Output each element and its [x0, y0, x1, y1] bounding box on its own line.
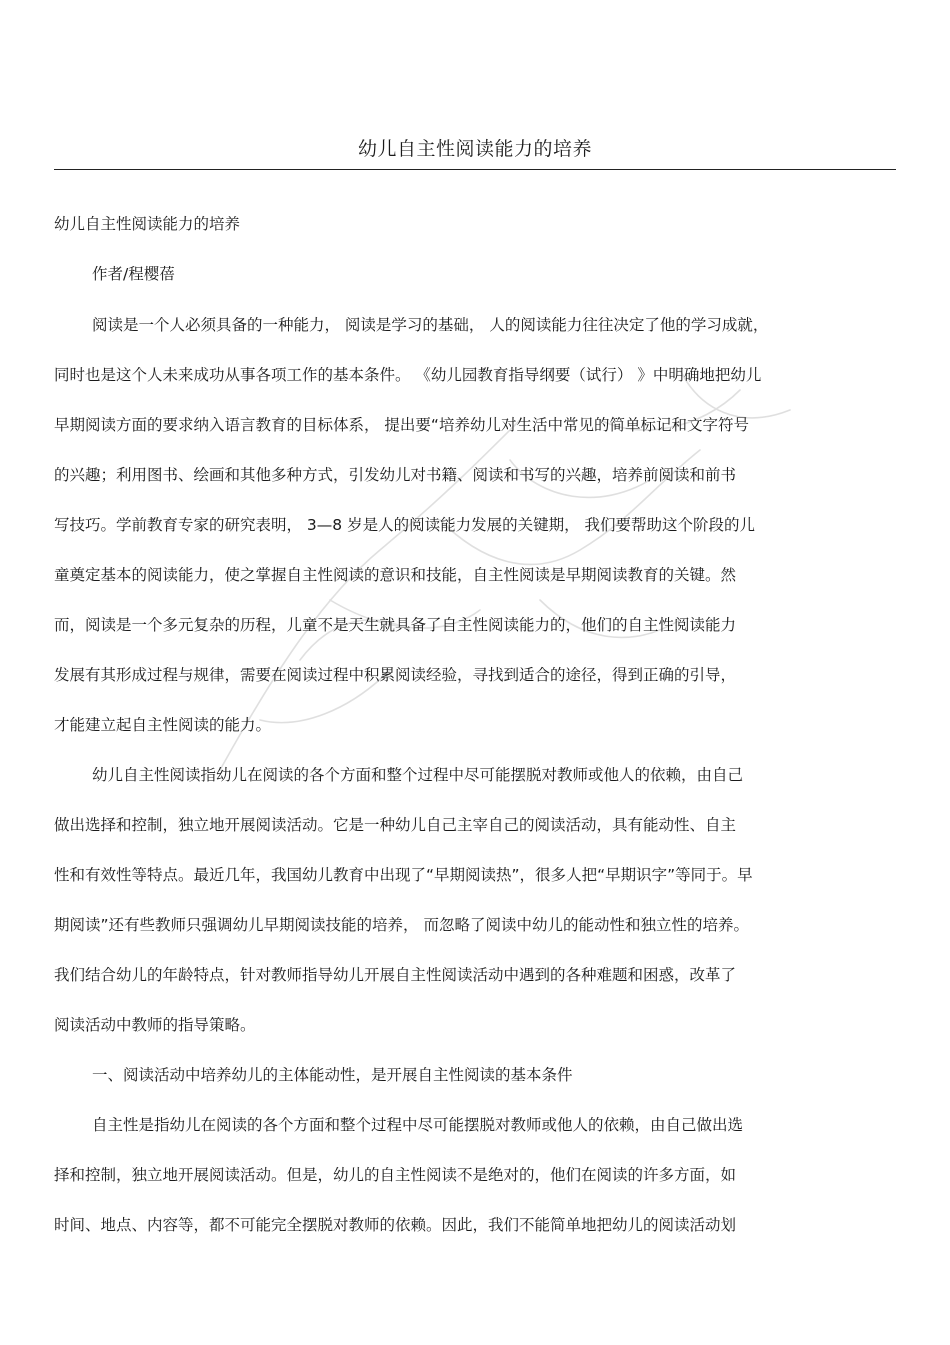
- article-author: 作者/程樱蓓: [92, 265, 175, 283]
- paragraph-line: 童奠定基本的阅读能力，使之掌握自主性阅读的意识和技能，自主性阅读是早期阅读教育的关键。然: [54, 566, 737, 584]
- paragraph-line: 时间、地点、内容等，都不可能完全摆脱对教师的依赖。因此，我们不能简单地把幼儿的阅读活动划: [54, 1216, 737, 1234]
- paragraph-line: 做出选择和控制，独立地开展阅读活动。它是一种幼儿自己主宰自己的阅读活动，具有能动性、自主: [54, 816, 737, 834]
- paragraph-line: 同时也是这个人未来成功从事各项工作的基本条件。 《幼儿园教育指导纲要（试行） 》中明确地把幼儿: [54, 366, 762, 384]
- paragraph-line: 期阅读”还有些教师只强调幼儿早期阅读技能的培养， 而忽略了阅读中幼儿的能动性和独立性的培养。: [54, 916, 749, 934]
- header-divider: [54, 169, 896, 170]
- paragraph-line: 我们结合幼儿的年龄特点，针对教师指导幼儿开展自主性阅读活动中遇到的各种难题和困惑，改革了: [54, 966, 737, 984]
- paragraph-line: 写技巧。学前教育专家的研究表明， 3—8 岁是人的阅读能力发展的关键期， 我们要帮助这个阶段的儿: [54, 516, 756, 534]
- paragraph-line: 发展有其形成过程与规律，需要在阅读过程中积累阅读经验，寻找到适合的途径，得到正确的引导，: [54, 666, 737, 684]
- page-header-title: 幼儿自主性阅读能力的培养: [357, 138, 592, 160]
- paragraph-line: 性和有效性等特点。最近几年，我国幼儿教育中出现了“早期阅读热”，很多人把“早期识字”等同于。早: [54, 866, 753, 884]
- paragraph-line: 才能建立起自主性阅读的能力。: [54, 716, 272, 734]
- paragraph-line: 而，阅读是一个多元复杂的历程，儿童不是天生就具备了自主性阅读能力的，他们的自主性阅读能力: [54, 616, 737, 634]
- paragraph-line: 早期阅读方面的要求纳入语言教育的目标体系， 提出要“培养幼儿对生活中常见的简单标记和文字符号: [54, 416, 749, 434]
- paragraph-line: 的兴趣；利用图书、绘画和其他多种方式，引发幼儿对书籍、阅读和书写的兴趣，培养前阅读和前书: [54, 466, 737, 484]
- paragraph-line: 阅读活动中教师的指导策略。: [54, 1016, 256, 1034]
- article-subtitle: 幼儿自主性阅读能力的培养: [54, 215, 241, 233]
- paragraph-line: 择和控制，独立地开展阅读活动。但是，幼儿的自主性阅读不是绝对的，他们在阅读的许多方面，如: [54, 1166, 737, 1184]
- paragraph-line: 自主性是指幼儿在阅读的各个方面和整个过程中尽可能摆脱对教师或他人的依赖，由自己做出选: [92, 1116, 744, 1134]
- paragraph-line: 幼儿自主性阅读指幼儿在阅读的各个方面和整个过程中尽可能摆脱对教师或他人的依赖，由自己: [92, 766, 744, 784]
- section-heading: 一、阅读活动中培养幼儿的主体能动性，是开展自主性阅读的基本条件: [92, 1066, 573, 1084]
- paragraph-line: 阅读是一个人必须具备的一种能力， 阅读是学习的基础， 人的阅读能力往往决定了他的学习成就，: [92, 316, 769, 334]
